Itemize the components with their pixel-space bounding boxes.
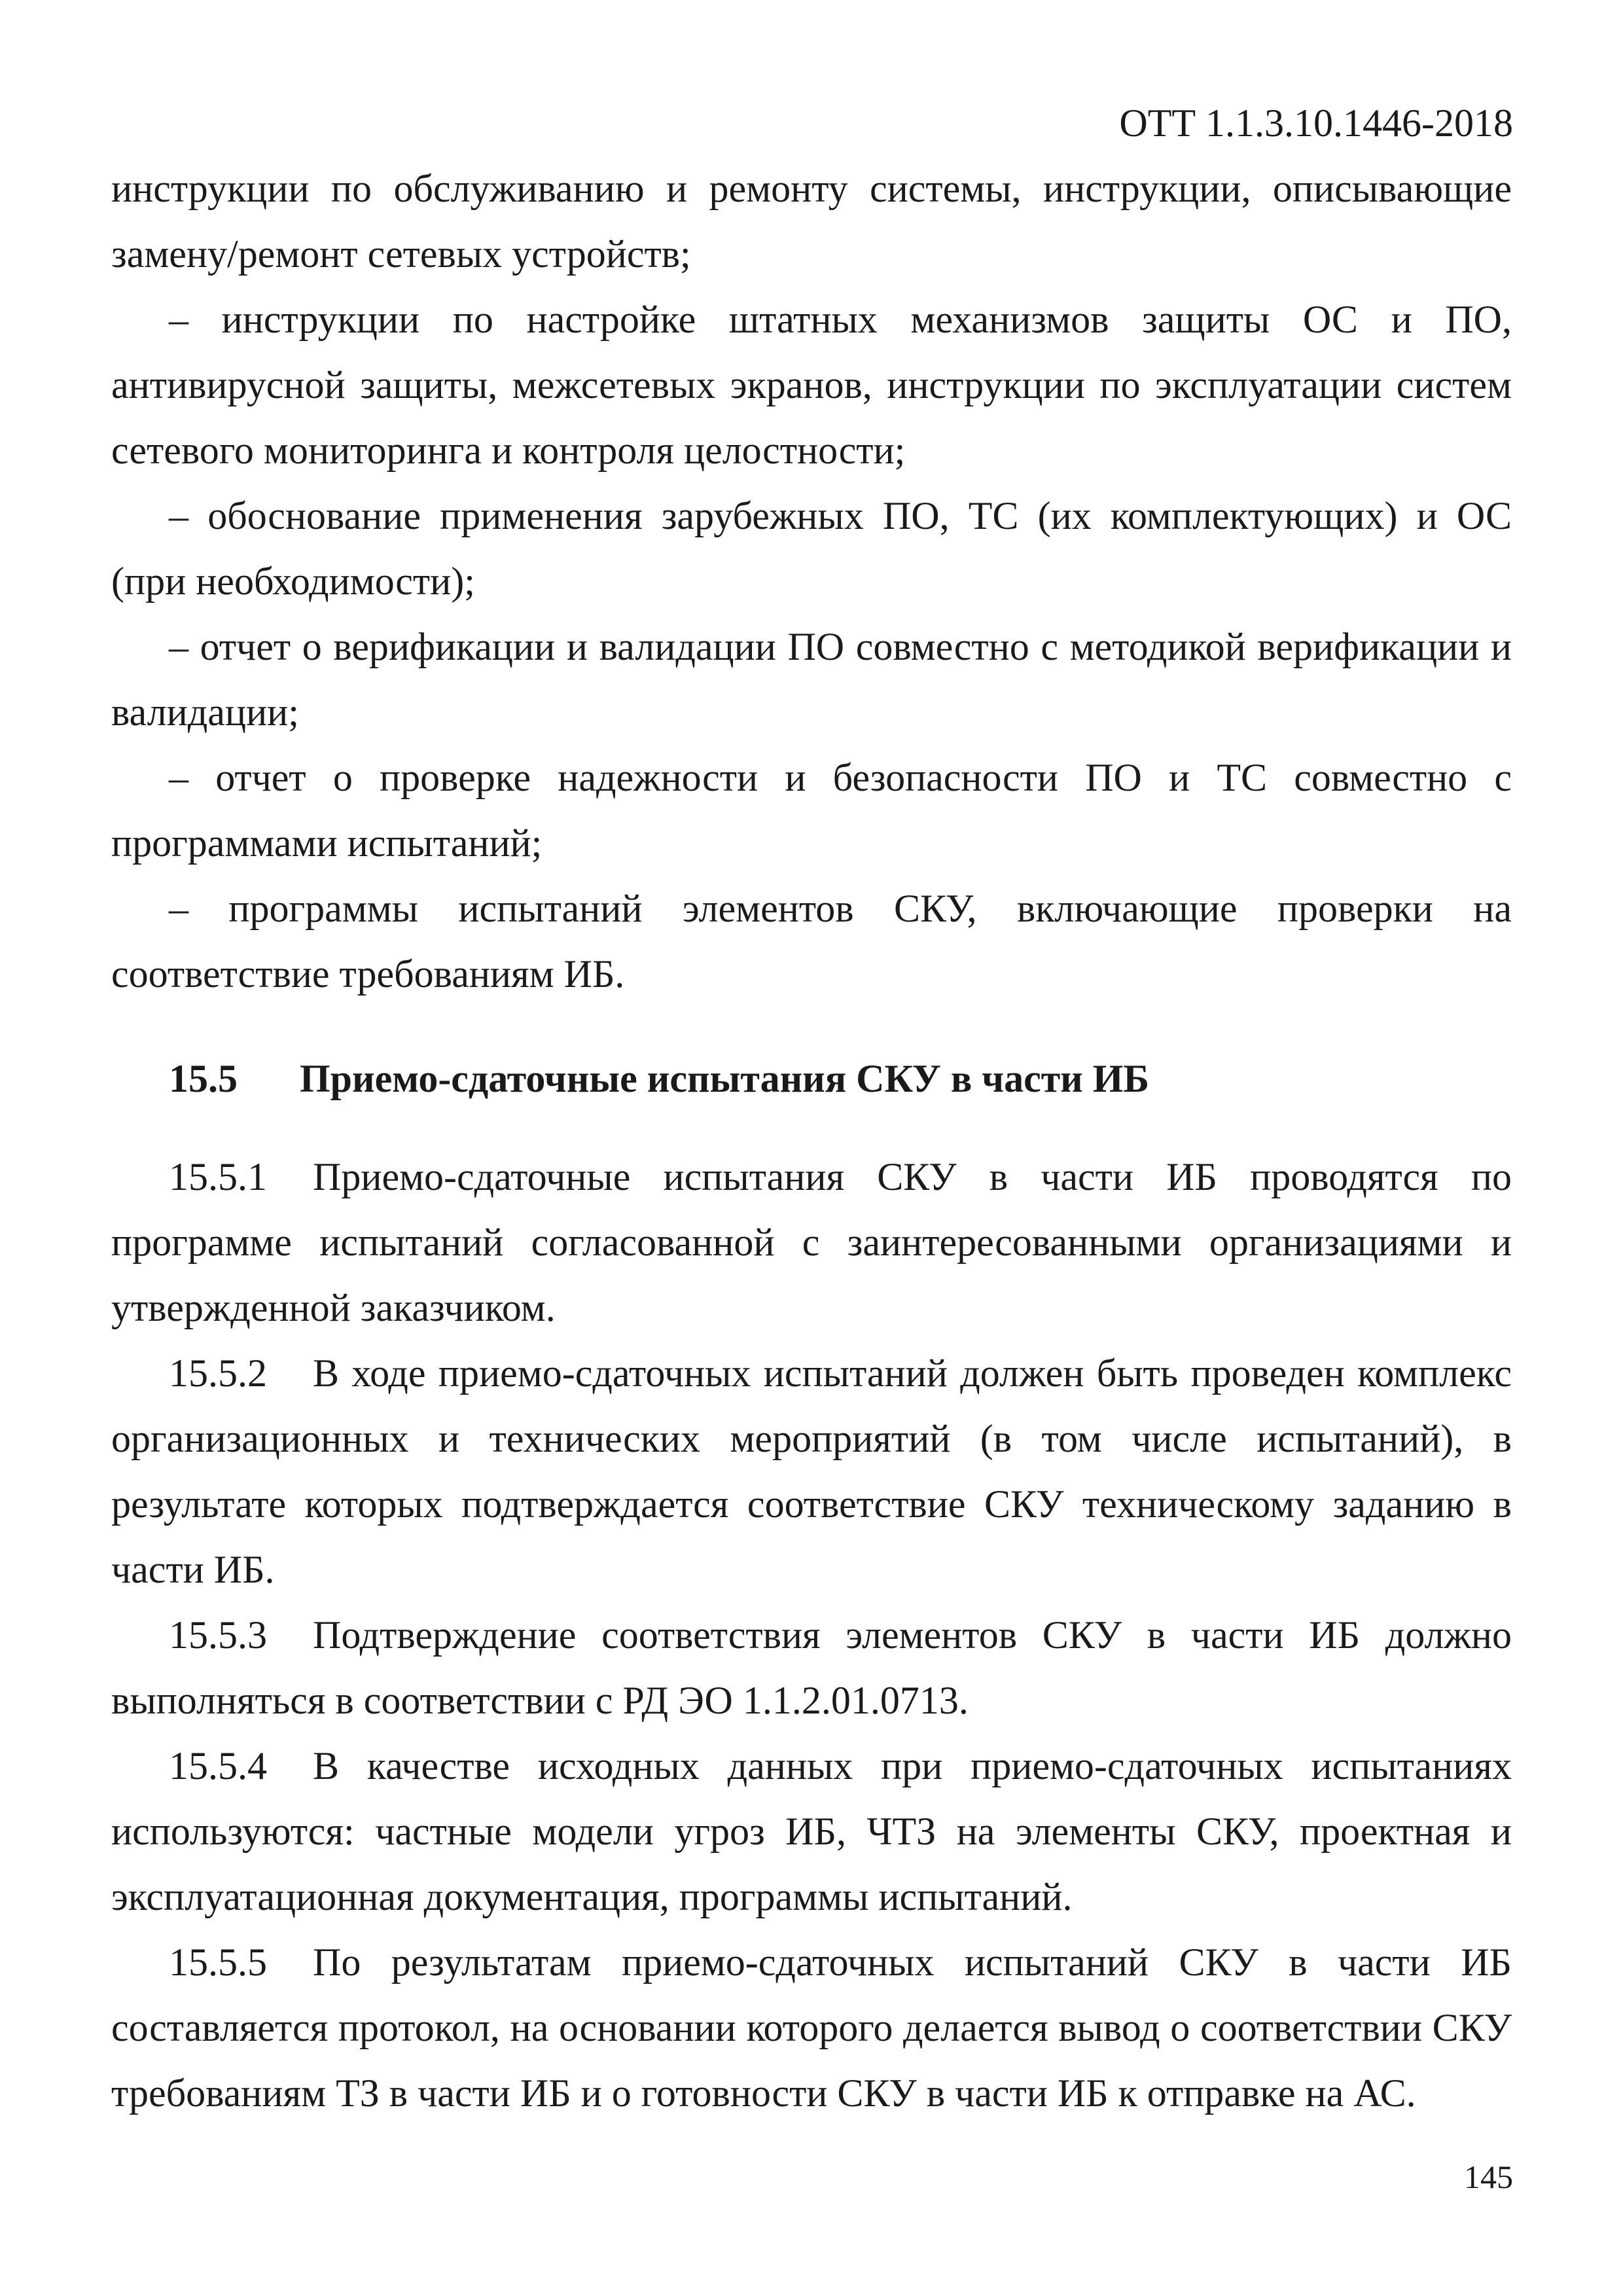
clause-15-5-4 <box>111 1733 1512 1929</box>
clause-text: В качестве исходных данных при приемо-сдаточных испытаниях используются: частные модели угроз ИБ, ЧТЗ на элементы СКУ, проектная и эксплуатационная документация, программы испытаний. <box>111 1744 1512 1918</box>
clause-15-5-2 <box>111 1340 1512 1602</box>
section-title: Приемо-сдаточные испытания СКУ в части ИБ <box>300 1057 1150 1100</box>
clause-number: 15.5.5 <box>169 1941 267 1984</box>
clause-number: 15.5.2 <box>169 1352 267 1395</box>
clause-number: 15.5.4 <box>169 1744 267 1787</box>
clause-text: По результатам приемо-сдаточных испытаний СКУ в части ИБ составляется протокол, на основании которого делается вывод о соответствии СКУ требованиям ТЗ в части ИБ и о готовности СКУ в части ИБ к отправке на АС. <box>111 1941 1512 2115</box>
clause-15-5-1 <box>111 1144 1512 1340</box>
clause-15-5-5 <box>111 1929 1512 2126</box>
continuation-paragraph: инструкции по обслуживанию и ремонту системы, инструкции, описывающие замену/ремонт сетевых устройств; <box>111 167 1512 276</box>
list-item: – отчет о верификации и валидации ПО совместно с методикой верификации и валидации; <box>111 625 1512 734</box>
clause-number: 15.5.1 <box>169 1155 267 1198</box>
list-item: – инструкции по настройке штатных механизмов защиты ОС и ПО, антивирусной защиты, межсетевых экранов, инструкции по эксплуатации систем сетевого мониторинга и контроля целостности; <box>111 298 1512 472</box>
list-item: – обоснование применения зарубежных ПО, ТС (их комплектующих) и ОС (при необходимости); <box>111 494 1512 603</box>
clause-text: Подтверждение соответствия элементов СКУ в части ИБ должно выполняться в соответствии с РД ЭО 1.1.2.01.0713. <box>111 1613 1512 1722</box>
page-number: 145 <box>1464 2159 1513 2195</box>
clause-15-5-3 <box>111 1602 1512 1733</box>
list-item: – отчет о проверке надежности и безопасности ПО и ТС совместно с программами испытаний; <box>111 756 1512 865</box>
page-content <box>111 156 1512 2126</box>
clause-text: Приемо-сдаточные испытания СКУ в части ИБ проводятся по программе испытаний согласованной с заинтересованными организациями и утвержденной заказчиком. <box>111 1155 1512 1329</box>
clause-text: В ходе приемо-сдаточных испытаний должен быть проведен комплекс организационных и технических мероприятий (в том числе испытаний), в результате которых подтверждается соответствие СКУ техническому заданию в части ИБ. <box>111 1352 1512 1591</box>
clause-number: 15.5.3 <box>169 1613 267 1657</box>
section-number: 15.5 <box>169 1057 238 1100</box>
list-item: – программы испытаний элементов СКУ, включающие проверки на соответствие требованиям ИБ. <box>111 887 1512 996</box>
section-heading <box>111 1046 1512 1111</box>
document-code: ОТТ 1.1.3.10.1446-2018 <box>1119 101 1513 145</box>
